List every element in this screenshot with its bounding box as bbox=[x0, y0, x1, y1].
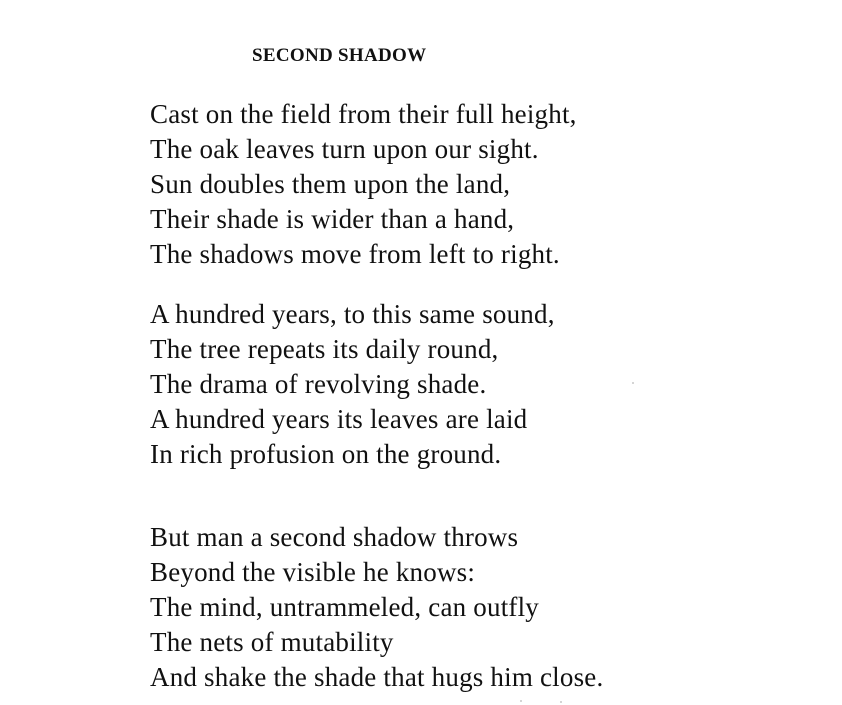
scan-speck bbox=[632, 382, 634, 384]
poem-line: But man a second shadow throws bbox=[150, 522, 519, 552]
poem-line: The mind, untrammeled, can outfly bbox=[150, 592, 539, 622]
poem-line: In rich profusion on the ground. bbox=[150, 439, 502, 469]
poem-line: And shake the shade that hugs him close. bbox=[150, 662, 604, 692]
stanza-1 bbox=[150, 97, 577, 272]
stanza-3 bbox=[150, 520, 603, 695]
poem-line: The tree repeats its daily round, bbox=[150, 334, 499, 364]
poem-line: A hundred years its leaves are laid bbox=[150, 404, 528, 434]
poem-line: The nets of mutability bbox=[150, 627, 394, 657]
poem-line: A hundred years, to this same sound, bbox=[150, 299, 555, 329]
poem-line: The oak leaves turn upon our sight. bbox=[150, 134, 539, 164]
poem-line: The shadows move from left to right. bbox=[150, 239, 560, 269]
scan-speck bbox=[560, 701, 562, 703]
poem-line: Their shade is wider than a hand, bbox=[150, 204, 515, 234]
scan-speck bbox=[520, 700, 522, 702]
poem-line: Sun doubles them upon the land, bbox=[150, 169, 511, 199]
poem-title: SECOND SHADOW bbox=[252, 45, 427, 66]
poem-line: Beyond the visible he knows: bbox=[150, 557, 476, 587]
stanza-2 bbox=[150, 297, 555, 472]
poem-line: The drama of revolving shade. bbox=[150, 369, 487, 399]
poem-line: Cast on the field from their full height, bbox=[150, 99, 577, 129]
